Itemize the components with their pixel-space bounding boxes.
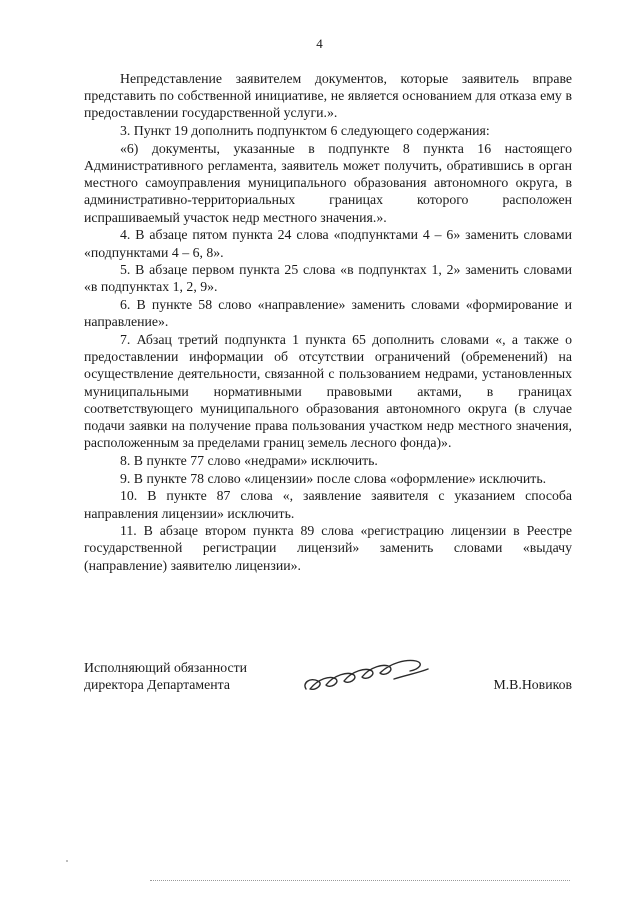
signer-role-line2: директора Департамента bbox=[84, 677, 230, 693]
paragraph-item-5: 5. В абзаце первом пункта 25 слова «в подпунктах 1, 2» заменить словами «в подпунктах 1, 2, 9». bbox=[84, 262, 572, 295]
paragraph-item-7: 7. Абзац третий подпункта 1 пункта 65 дополнить словами «, а также о предоставлении информации об отсутствии ограничений (обременений) на осуществление деятельности, связанной с пользованием недрами, установленных муниципальными нормативными правовыми актами, в границах соответствующего муниципального образования автономного округа (в случае подачи заявки на получение права пользования участком недр местного значения, расположенным за пределами границ земель лесного фонда)». bbox=[84, 332, 572, 451]
signer-role-line1: Исполняющий обязанности bbox=[84, 660, 247, 675]
handwritten-signature bbox=[298, 649, 432, 699]
signature-block bbox=[84, 659, 572, 719]
paragraph-item-8: 8. В пункте 77 слово «недрами» исключить. bbox=[120, 452, 378, 468]
paragraph-item-3: 3. Пункт 19 дополнить подпунктом 6 следующего содержания: bbox=[120, 123, 490, 139]
signer-name: М.В.Новиков bbox=[493, 677, 572, 692]
footer-rule bbox=[150, 880, 570, 881]
paragraph-intro: Непредставление заявителем документов, которые заявитель вправе представить по собственной инициативе, не является основанием для отказа ему в предоставлении государственной услуги.». bbox=[84, 71, 572, 121]
paragraph-item-3-quote: «6) документы, указанные в подпункте 8 пункта 16 настоящего Административного регламента, заявитель может получить, обратившись в орган местного самоуправления муниципального образования автономного округа, в административно-территориальных границах которого расположен испрашиваемый участок недр местного значения.». bbox=[84, 140, 572, 225]
paragraph-item-6: 6. В пункте 58 слово «направление» заменить словами «формирование и направление». bbox=[84, 297, 572, 330]
paragraph-item-9: 9. В пункте 78 слово «лицензии» после слова «оформление» исключить. bbox=[120, 470, 547, 486]
signer-role bbox=[84, 659, 247, 693]
paragraph-item-11: 11. В абзаце втором пункта 89 слова «регистрацию лицензии в Реестре государственной регистрации лицензий» заменить словами «выдачу (направление) заявителю лицензии». bbox=[84, 523, 572, 573]
paragraph-item-4: 4. В абзаце пятом пункта 24 слова «подпунктами 4 – 6» заменить словами «подпунктами 4 – 6, 8». bbox=[84, 227, 572, 260]
scan-dot bbox=[66, 860, 68, 862]
paragraph-item-10: 10. В пункте 87 слова «, заявление заявителя с указанием способа направления лицензии» исключить. bbox=[84, 488, 572, 521]
document-body bbox=[84, 70, 572, 574]
page-number: 4 bbox=[316, 36, 323, 51]
